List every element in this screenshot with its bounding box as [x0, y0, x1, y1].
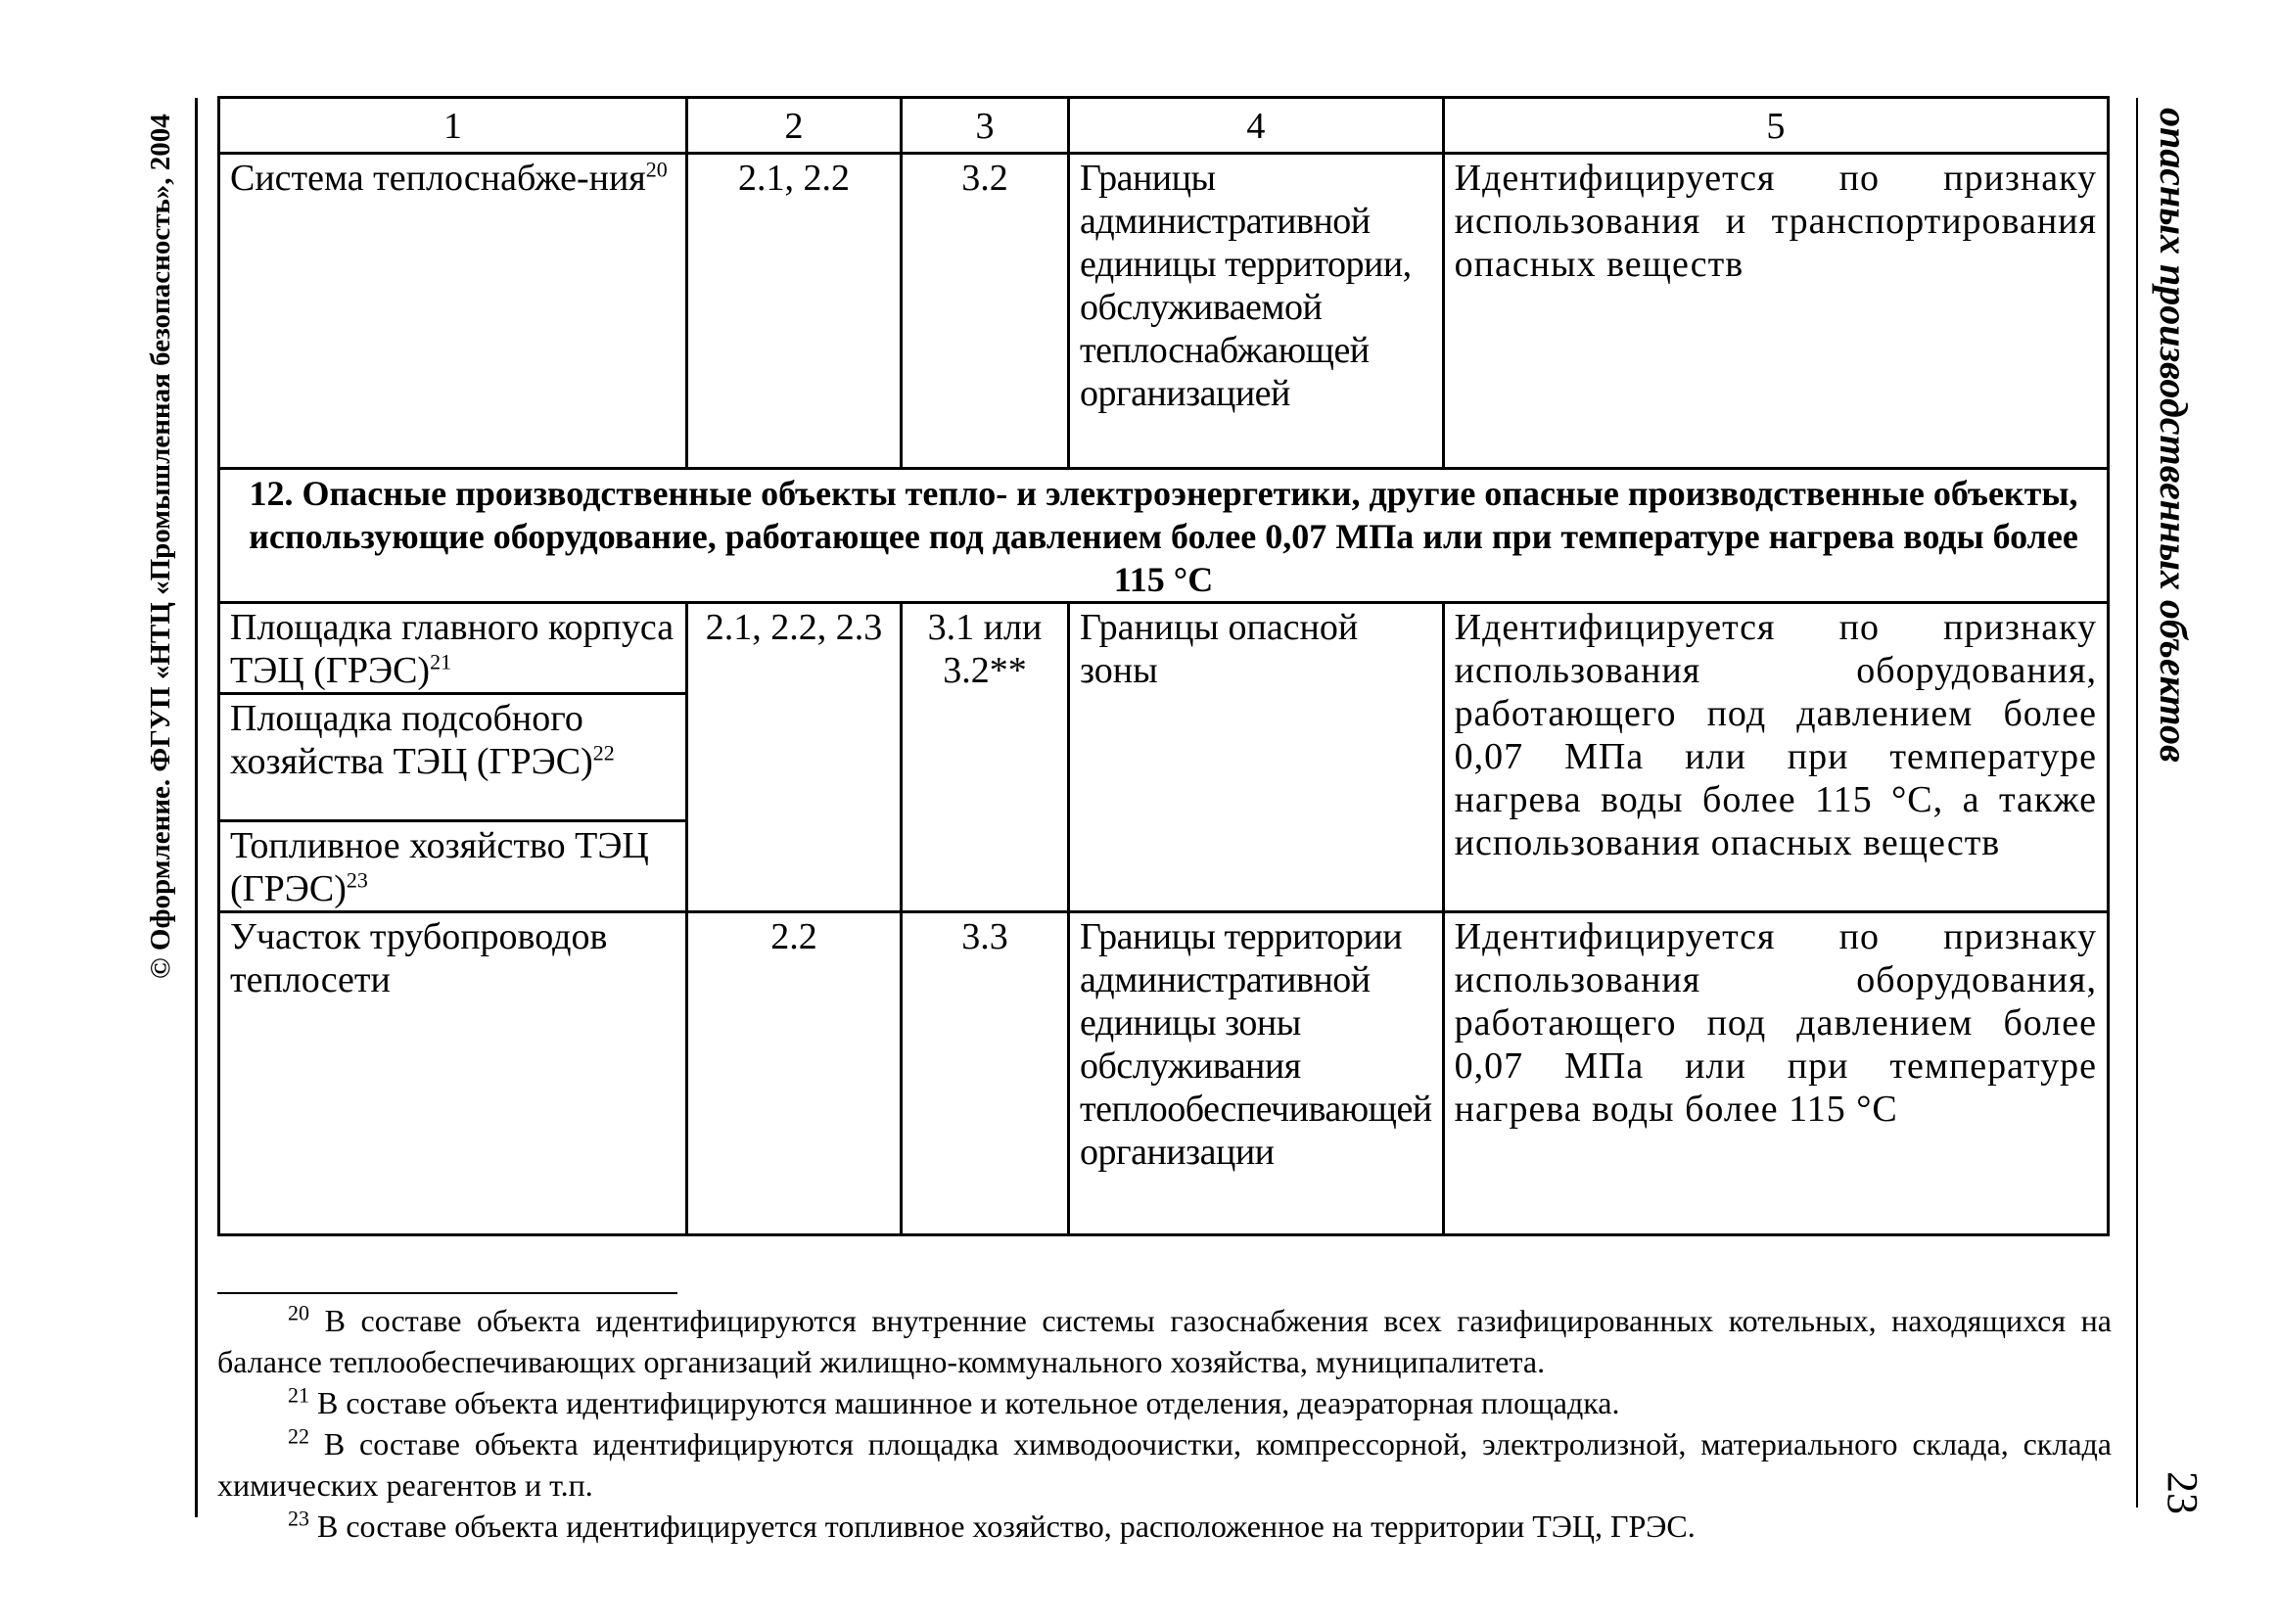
object-name: Топливное хозяйство ТЭЦ (ГРЭС): [230, 825, 649, 909]
object-name: Площадка главного корпуса ТЭЦ (ГРЭС): [230, 607, 674, 691]
header-col-1: 1: [219, 98, 687, 154]
footnote-number: 20: [288, 1300, 309, 1325]
footnote-text: В составе объекта идентифицируется топливное хозяйство, расположенное на территории ТЭЦ, ГРЭС.: [317, 1508, 1696, 1544]
publisher-copyright-text: © Оформление. ФГУП «НТЦ «Промышленная безопасность», 2004: [145, 114, 176, 979]
identification-cell: Идентифицируется по признаку использования и транспортирования опасных веществ: [1443, 154, 2108, 469]
object-name-cell: Участок трубопроводов теплосети: [219, 912, 687, 1235]
object-name-cell: [219, 821, 687, 912]
hazard-type-cell: 3.1 или 3.2**: [902, 603, 1069, 912]
object-name-cell: [219, 603, 687, 694]
left-margin-rule: [195, 98, 198, 1517]
footnotes: [217, 1300, 2112, 1547]
table-row: [219, 154, 2109, 469]
table-header-row: [219, 98, 2109, 154]
footnote-number: 21: [288, 1382, 309, 1408]
footnote-ref: 23: [346, 867, 368, 893]
boundary-cell: Границы территории административной единицы зоны обслуживания теплообеспечивающей организации: [1069, 912, 1444, 1235]
footnote-number: 23: [288, 1506, 309, 1531]
hazard-type-cell: 3.2: [902, 154, 1069, 469]
footnote: [217, 1300, 2112, 1382]
boundary-cell: Границы административной единицы территории, обслуживаемой теплоснабжающей организацией: [1069, 154, 1444, 469]
right-margin-rule: [2136, 98, 2138, 1508]
header-col-4: 4: [1069, 98, 1444, 154]
page-number: 23: [2159, 1471, 2207, 1514]
footnote-text: В составе объекта идентифицируются машинное и котельное отделения, деаэраторная площадка.: [317, 1385, 1620, 1420]
table-row: [219, 603, 2109, 694]
hazard-class-cell: 2.1, 2.2, 2.3: [687, 603, 902, 912]
hazard-class-cell: 2.1, 2.2: [687, 154, 902, 469]
identification-cell: Идентифицируется по признаку использования оборудования, работающего под давлением более 0,07 МПа или при температуре нагрева воды более 115 °С: [1443, 912, 2108, 1235]
section-heading: 12. Опасные производственные объекты тепло- и электроэнергетики, другие опасные производственные объекты, использующие оборудование, работающее под давлением более 0,07 МПа или при температуре нагрева воды более 115 °С: [219, 469, 2109, 603]
object-name-cell: [219, 694, 687, 821]
identification-cell: Идентифицируется по признаку использования оборудования, работающего под давлением более 0,07 МПа или при температуре нагрева воды более 115 °С, а также использования опасных веществ: [1443, 603, 2108, 912]
footnote-text: В составе объекта идентифицируются площадка химводоочистки, компрессорной, электролизной, материального склада, склада химических реагентов и т.п.: [217, 1426, 2113, 1503]
table-row: [219, 912, 2109, 1235]
footnote: [217, 1423, 2112, 1506]
footnote-ref: 21: [430, 649, 452, 674]
footnote-number: 22: [288, 1423, 309, 1449]
footnote-text: В составе объекта идентифицируются внутренние системы газоснабжения всех газифицированных котельных, находящихся на балансе теплообеспечивающих организаций жилищно-коммунального хозяйства, муниципалитета.: [217, 1303, 2113, 1379]
running-header-text: опасных производственных объектов: [2152, 108, 2196, 763]
header-col-5: 5: [1443, 98, 2108, 154]
object-name-cell: [219, 154, 687, 469]
section-row: [219, 469, 2109, 603]
footnote: [217, 1506, 2112, 1547]
object-name: Площадка подсобного хозяйства ТЭЦ (ГРЭС): [230, 698, 593, 782]
hazard-type-cell: 3.3: [902, 912, 1069, 1235]
footnote-separator: [217, 1292, 677, 1294]
objects-table: [217, 96, 2110, 1236]
running-header: [2142, 108, 2201, 763]
footnote-ref: 20: [645, 157, 668, 182]
footnote: [217, 1382, 2112, 1423]
object-name: Система теплоснабже-ния: [230, 158, 646, 199]
header-col-2: 2: [687, 98, 902, 154]
footnote-ref: 22: [592, 740, 615, 766]
header-col-3: 3: [902, 98, 1069, 154]
boundary-cell: Границы опасной зоны: [1069, 603, 1444, 912]
publisher-sidebar: [145, 108, 184, 979]
hazard-class-cell: 2.2: [687, 912, 902, 1235]
